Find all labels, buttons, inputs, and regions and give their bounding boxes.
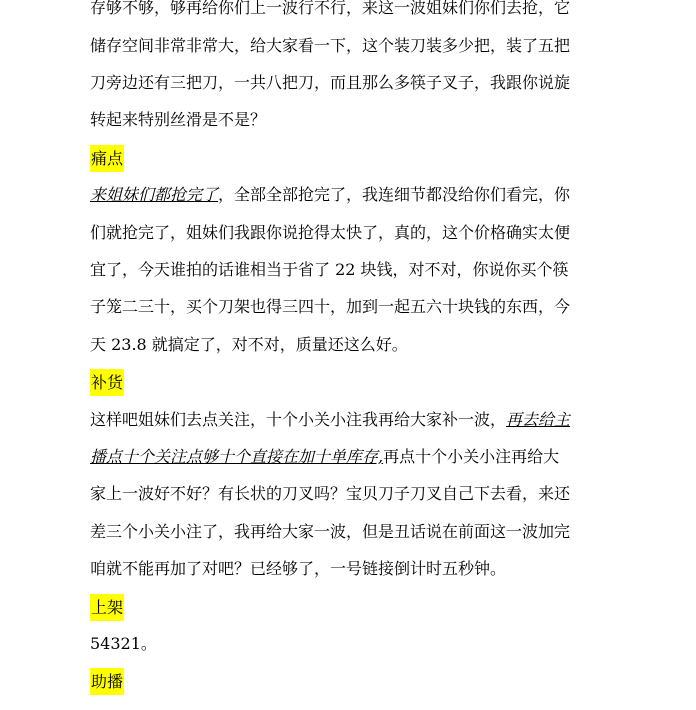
text-line xyxy=(90,438,610,475)
text-line xyxy=(90,401,610,438)
highlighted-heading: 痛点 xyxy=(90,145,124,172)
section-heading-listing xyxy=(90,588,610,625)
emphasized-text: 播点十个关注点够十个直接在加十单库存, xyxy=(90,447,384,466)
text-line: 刀旁边还有三把刀，一共八把刀，而且那么多筷子叉子，我跟你说旋 xyxy=(90,73,571,93)
highlighted-heading: 上架 xyxy=(90,594,124,621)
emphasized-text: 来姐妹们都抢完了 xyxy=(90,185,219,205)
text-line: 转起来特别丝滑是不是？ xyxy=(90,110,267,130)
text-line: 差三个小关小注了，我再给大家一波，但是丑话说在前面这一波加完 xyxy=(90,521,571,541)
section-heading-pain-point xyxy=(90,139,610,176)
text-line: 子笼二三十，买个刀架也得三四十，加到一起五六十块钱的东西，今 xyxy=(90,297,571,317)
text-line: 咱就不能再加了对吧？已经够了，一号链接倒计时五秒钟。 xyxy=(90,559,507,579)
text-line: 天 23.8 就搞定了，对不对，质量还这么好。 xyxy=(90,334,408,354)
emphasized-text: 再去给主 xyxy=(506,409,571,429)
text-line: 储存空间非常非常大，给大家看一下，这个装刀装多少把，装了五把 xyxy=(90,35,571,55)
text-line: 宜了，今天谁拍的话谁相当于省了 22 块钱，对不对，你说你买个筷 xyxy=(90,260,569,280)
text-span: ，全部全部抢完了，我连细节都没给你们看完，你 xyxy=(218,185,571,205)
highlighted-heading: 补货 xyxy=(90,369,124,396)
section-heading-restock xyxy=(90,363,610,400)
text-line xyxy=(90,176,610,213)
text-span: 这样吧姐妹们去点关注，十个小关小注我再给大家补一波， xyxy=(90,409,507,429)
text-line: 存够不够，够再给你们上一波行不行，来这一波姐妹们你们去抢，它 xyxy=(90,0,571,18)
section-heading-assistant xyxy=(90,662,610,699)
highlighted-heading: 助播 xyxy=(90,668,124,695)
text-span: 再点十个小关小注再给大 xyxy=(383,447,560,466)
text-line: 家上一波好不好？有长状的刀叉吗？宝贝刀子刀叉自己下去看，来还 xyxy=(90,484,571,504)
countdown-text: 54321。 xyxy=(90,633,157,653)
document-body xyxy=(90,0,610,700)
text-line: 们就抢完了，姐妹们我跟你说抢得太快了，真的，这个价格确实太便 xyxy=(90,222,571,242)
